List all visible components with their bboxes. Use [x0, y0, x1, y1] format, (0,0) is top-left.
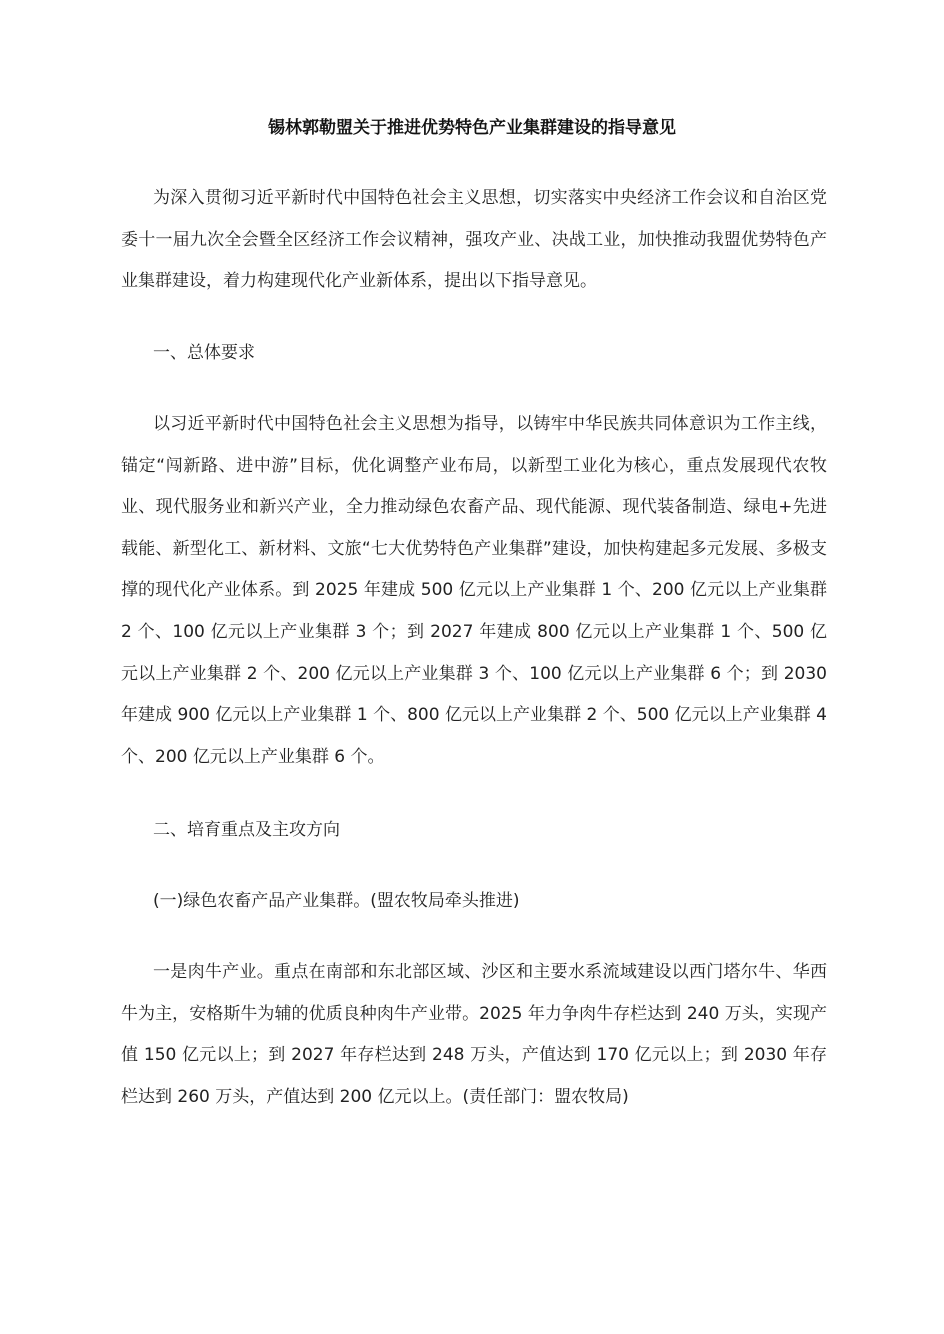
beef-cattle-paragraph: 一是肉牛产业。重点在南部和东北部区域、沙区和主要水系流域建设以西门塔尔牛、华西牛为主，安格斯牛为辅的优质良种肉牛产业带。2025 年力争肉牛存栏达到 240 万头，实现产值 150 亿元以上；到 2027 年存栏达到 248 万头，产值达到 170 亿元以上；到 2030 年存栏达到 260 万头，产值达到 200 亿元以上。(责任部门：盟农牧局)	[121, 962, 827, 1107]
intro-paragraph: 为深入贯彻习近平新时代中国特色社会主义思想，切实落实中央经济工作会议和自治区党委十一届九次全会暨全区经济工作会议精神，强攻产业、决战工业，加快推动我盟优势特色产业集群建设，着力构建现代化产业新体系，提出以下指导意见。	[121, 188, 827, 292]
subsection-heading-green-agriculture: (一)绿色农畜产品产业集群。(盟农牧局牵头推进)	[153, 891, 520, 911]
document-title: 锡林郭勒盟关于推进优势特色产业集群建设的指导意见	[268, 118, 676, 138]
general-requirements-paragraph: 以习近平新时代中国特色社会主义思想为指导，以铸牢中华民族共同体意识为工作主线，锚定“闯新路、进中游”目标，优化调整产业布局，以新型工业化为核心，重点发展现代农牧业、现代服务业和新兴产业，全力推动绿色农畜产品、现代能源、现代装备制造、绿电+先进载能、新型化工、新材料、文旅“七大优势特色产业集群”建设，加快构建起多元发展、多极支撑的现代化产业体系。到 2025 年建成 500 亿元以上产业集群 1 个、200 亿元以上产业集群 2 个、100 亿元以上产业集群 3 个；到 2027 年建成 800 亿元以上产业集群 1 个、500 亿元以上产业集群 2 个、200 亿元以上产业集群 3 个、100 亿元以上产业集群 6 个；到 2030 年建成 900 亿元以上产业集群 1 个、800 亿元以上产业集群 2 个、500 亿元以上产业集群 4 个、200 亿元以上产业集群 6 个。	[121, 414, 827, 767]
section-heading-key-directions: 二、培育重点及主攻方向	[153, 820, 340, 840]
section-heading-general-requirements: 一、总体要求	[153, 343, 255, 363]
